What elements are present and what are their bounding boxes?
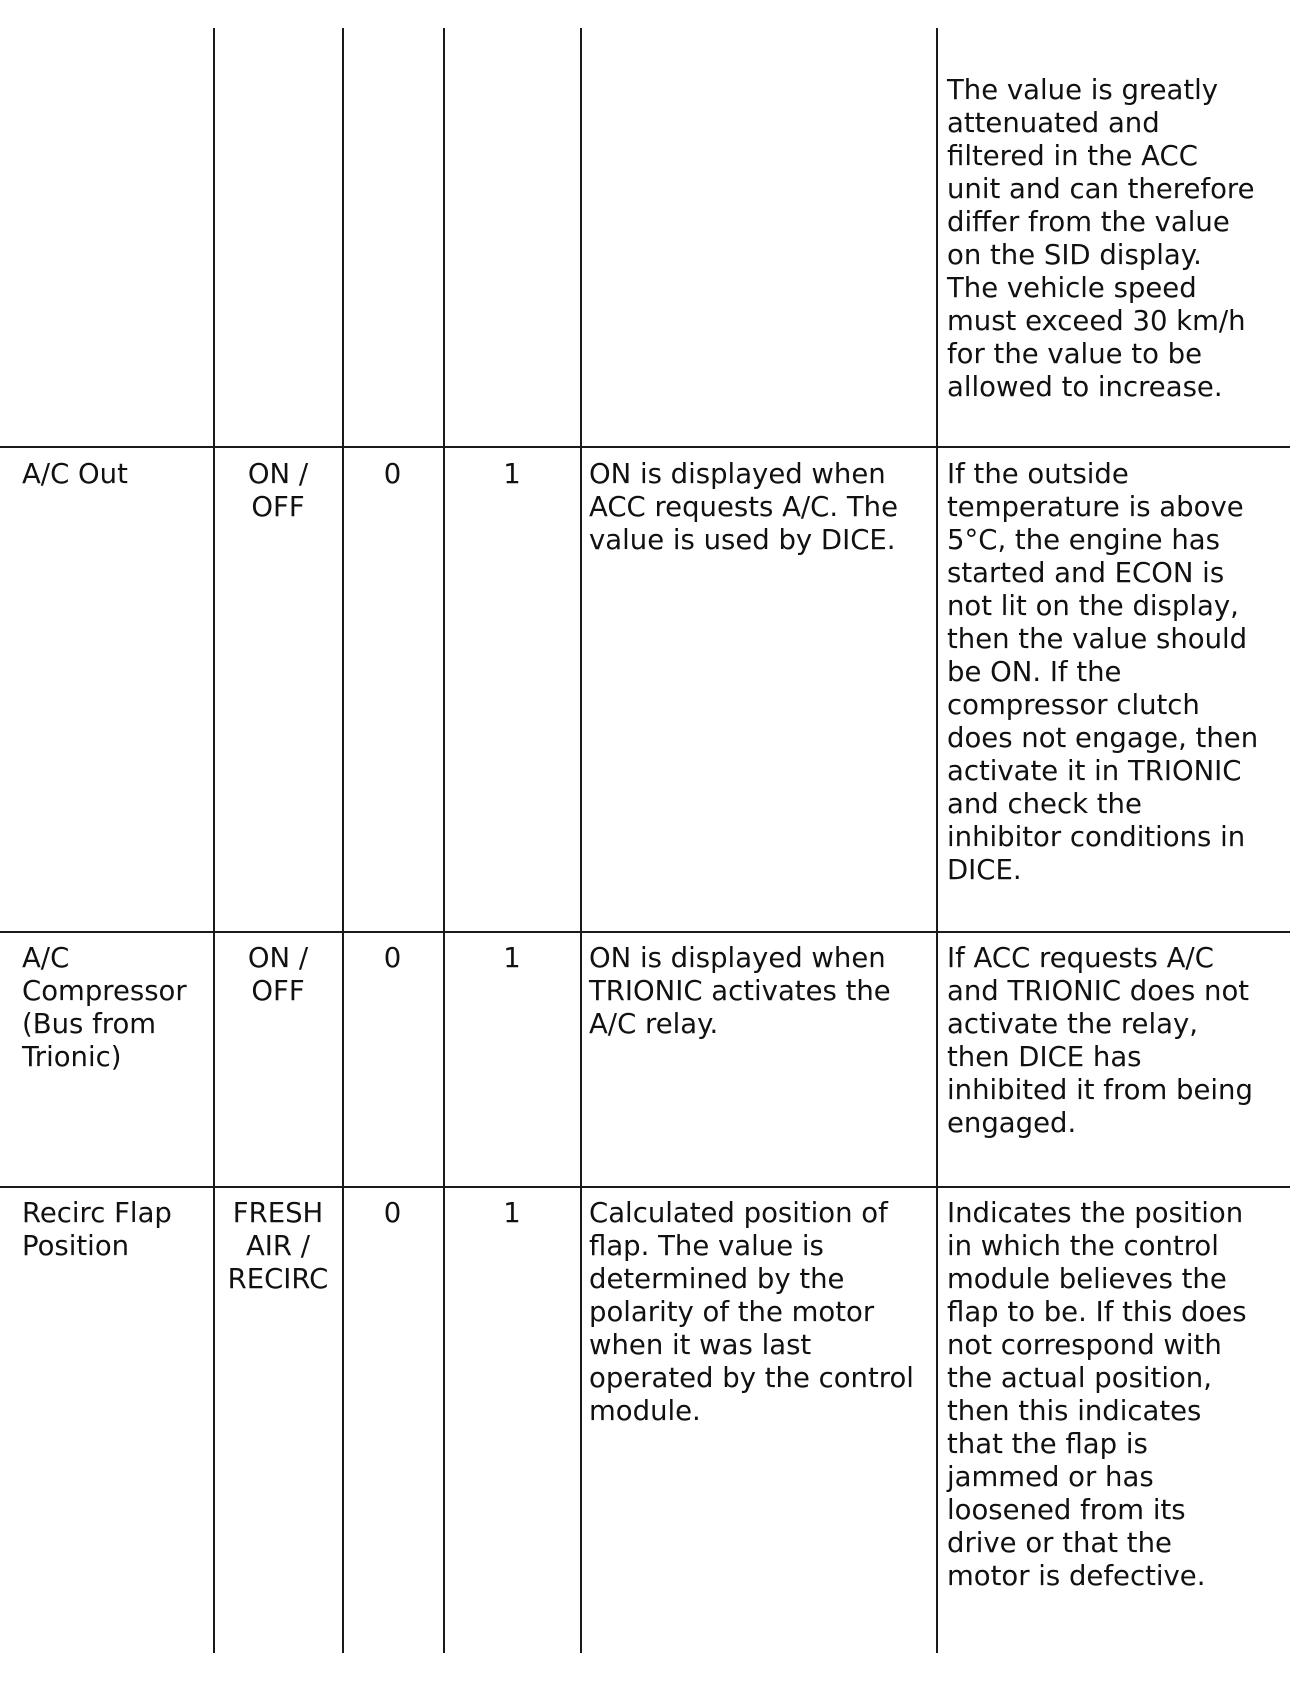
- row-2-min: 0: [383, 942, 402, 974]
- row-1-unit: ON / OFF: [247, 458, 309, 523]
- top-row-comment: The value is greatly attenuated and filtered in the ACC unit and can therefore differ from the value on the SID display. The vehicle speed must exceed 30 km/h for the value to be allowed to increase.: [947, 74, 1255, 403]
- column-divider-3: [443, 28, 445, 1653]
- row-2-max: 1: [503, 942, 521, 974]
- row-divider-2: [0, 931, 1290, 933]
- row-2-comment: If ACC requests A/C and TRIONIC does not activate the relay, then DICE has inhibited it from being engaged.: [947, 942, 1253, 1139]
- row-divider-3: [0, 1186, 1290, 1188]
- row-3-parameter: Recirc Flap Position: [22, 1197, 172, 1262]
- row-2-description: ON is displayed when TRIONIC activates the A/C relay.: [589, 942, 891, 1040]
- row-1-comment: If the outside temperature is above 5°C, the engine has started and ECON is not lit on the display, then the value should be ON. If the compressor clutch does not engage, then activate it in TRIONIC and check the inhibitor conditions in DICE.: [947, 458, 1259, 886]
- row-1-min: 0: [383, 458, 402, 490]
- column-divider-2: [342, 28, 344, 1653]
- row-1-parameter: A/C Out: [22, 458, 128, 490]
- row-3-unit: FRESH AIR / RECIRC: [227, 1197, 329, 1295]
- row-1-max: 1: [503, 458, 521, 490]
- row-divider-1: [0, 446, 1290, 448]
- row-3-max: 1: [503, 1197, 521, 1229]
- row-2-parameter: A/C Compressor (Bus from Trionic): [22, 942, 187, 1073]
- row-3-comment: Indicates the position in which the control module believes the flap to be. If this does not correspond with the actual position, then this indicates that the flap is jammed or has loosened from its drive or that the motor is defective.: [947, 1197, 1247, 1592]
- row-2-unit: ON / OFF: [247, 942, 309, 1007]
- column-divider-4: [580, 28, 582, 1653]
- column-divider-5: [936, 28, 938, 1653]
- row-3-min: 0: [383, 1197, 402, 1229]
- row-1-description: ON is displayed when ACC requests A/C. The value is used by DICE.: [589, 458, 898, 556]
- row-3-description: Calculated position of flap. The value is determined by the polarity of the motor when it was last operated by the control module.: [589, 1197, 914, 1427]
- column-divider-1: [213, 28, 215, 1653]
